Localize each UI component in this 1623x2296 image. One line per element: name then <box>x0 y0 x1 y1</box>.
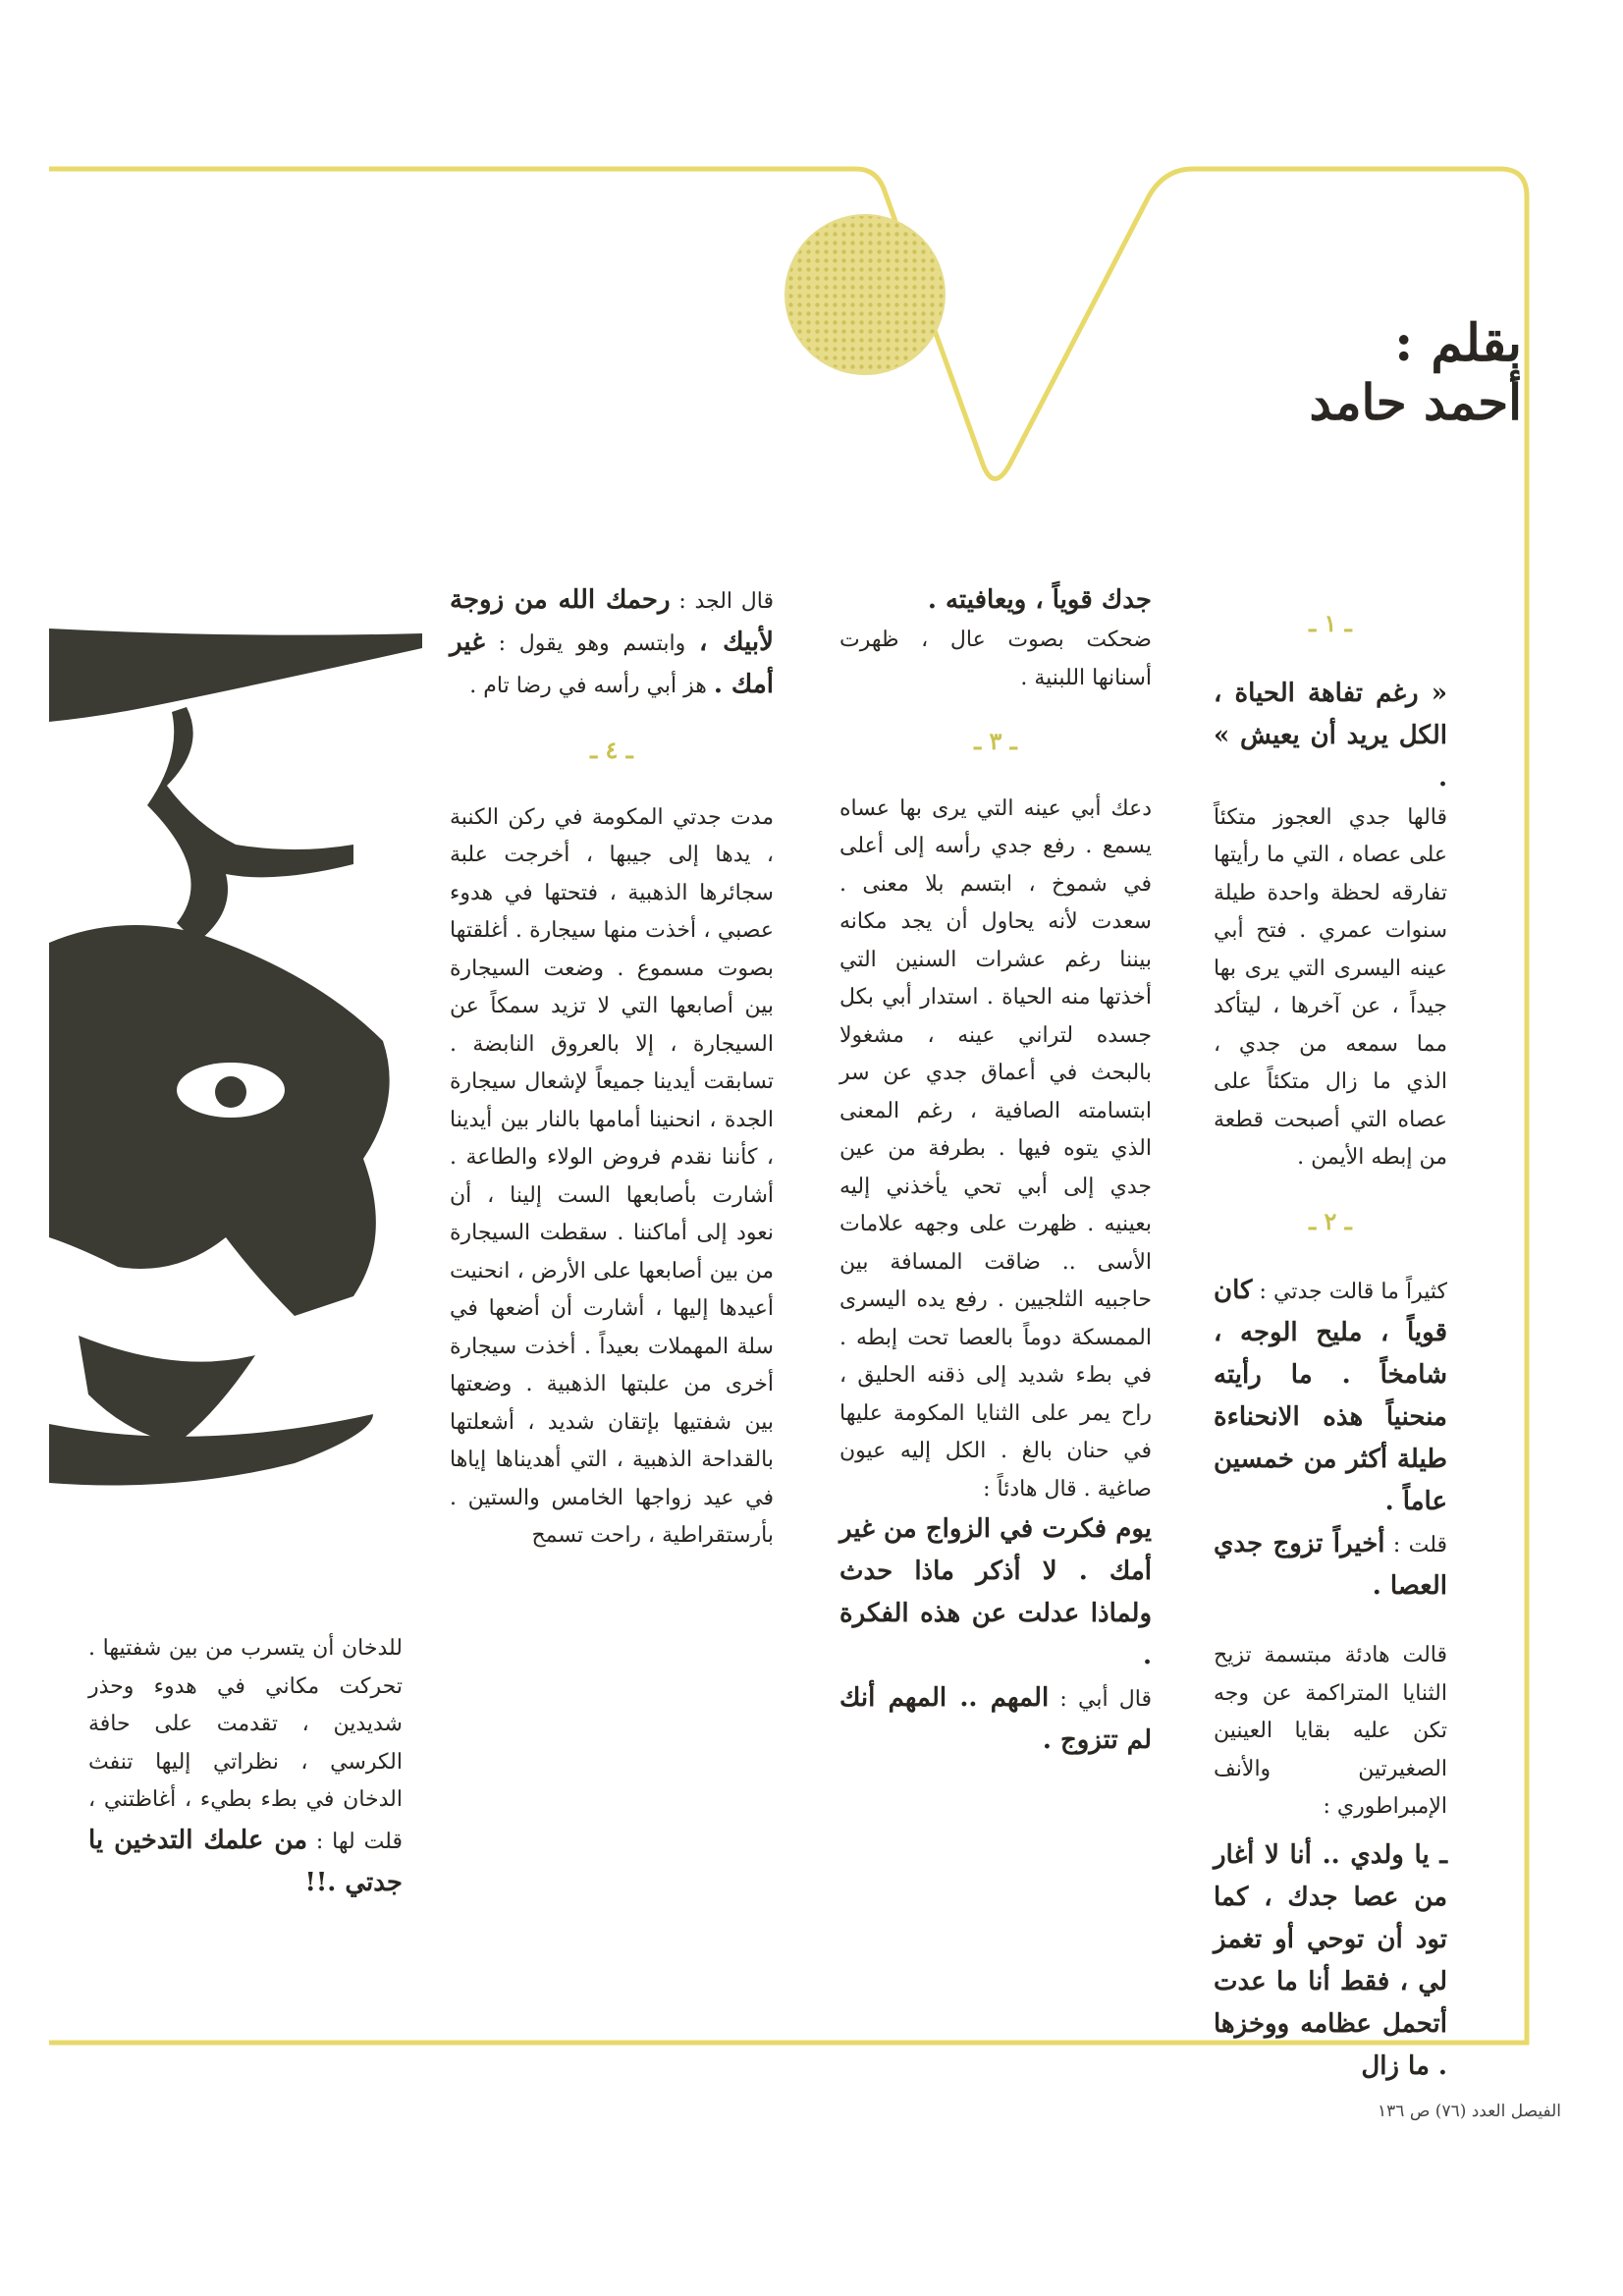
column-1 <box>1214 579 1447 2088</box>
quote: المهم .. المهم أنك لم تتزوج . <box>839 1683 1152 1755</box>
paragraph: قالها جدي العجوز متكئاً على عصاه ، التي ما رأيتها تفارقه لحظة واحدة طيلة سنوات عمري . فتح أبي عينه اليسرى التي يرى بها جيداً ، عن آخرها ، ليتأكد مما سمعه من جدي ، الذي ما زال متكئاً على عصاه التي أصبحت قطعة من إبطه الأيمن . <box>1214 804 1447 1170</box>
closing-quote: من علمك التدخين يا جدتي .!! <box>88 1825 403 1897</box>
paragraph: وابتسم وهو يقول : <box>498 631 686 656</box>
paragraph: قال الجد : <box>678 589 775 614</box>
section-number: ـ ٢ ـ <box>1309 1206 1352 1235</box>
byline-author: أحمد حامد <box>1309 373 1522 431</box>
column-3 <box>450 579 774 1556</box>
page-footer: الفيصل العدد (٧٦) ص ١٣٦ <box>1378 2102 1561 2121</box>
byline-label: بقلم : <box>1394 313 1522 373</box>
paragraph: قلت : <box>1392 1533 1447 1558</box>
byline <box>1208 314 1522 432</box>
paragraph: قال أبي : <box>1059 1687 1152 1712</box>
section-number: ـ ٤ ـ <box>590 736 633 764</box>
grandfather-sketch <box>49 629 422 1486</box>
paragraph: ضحكت بصوت عال ، ظهرت أسنانها اللبنية . <box>839 628 1152 690</box>
column-2 <box>839 579 1152 1762</box>
quote: جدك قوياً ، ويعافيته . <box>927 585 1152 615</box>
paragraph: هز أبي رأسه في رضا تام . <box>469 674 707 698</box>
quote: غير أمك . <box>450 628 774 699</box>
quote: كان قوياً ، مليح الوجه ، شامخاً . ما رأيته منحنياً هذه الانحناءة طيلة أكثر من خمسين عاماً . <box>1214 1276 1447 1516</box>
paragraph: مدت جدتي المكومة في ركن الكنبة ، يدها إلى جيبها ، أخرجت علبة سجائرها الذهبية ، فتحتها في هدوء عصبي ، أخذت منها سيجارة . أغلقتها بصوت مسموع . وضعت السيجارة بين أصابعها التي لا تزيد سمكاً عن السيجارة ، إلا بالعروق النابضة . تسابقت أيدينا جميعاً لإشعال سيجارة الجدة ، انحنينا أمامها بالنار بين أيدينا ، كأننا نقدم فروض الولاء والطاعة . أشارت بأصابعها الست إلينا ، أن نعود إلى أماكننا . سقطت السيجارة من بين أصابعها على الأرض ، انحنيت أعيدها إليها ، أشارت أن أضعها في سلة المهملات بعيداً . أخذت سيجارة أخرى من علبتها الذهبية . وضعتها بين شفتيها بإتقان شديد ، أشعلتها بالقداحة الذهبية ، التي أهديناها إياها في عيد زواجها الخامس والستين . بأرستقراطية ، راحت تسمح <box>450 804 774 1548</box>
quote: أخيراً تزوج جدي العصا . <box>1214 1529 1447 1601</box>
paragraph: كثيراً ما قالت جدتي : <box>1259 1280 1447 1304</box>
quote: ـ يا ولدي .. أنا لا أغار من عصا جدك ، كما تود أن توحي أو تغمز لي ، فقط أنا ما عدت أتحمل عظامه ووخزها . ما زال <box>1214 1839 1447 2081</box>
paragraph: للدخان أن يتسرب من بين شفتيها . تحركت مكاني في هدوء وحذر شديدين ، تقدمت على حافة الكرسي ، نظراتي إليها تنفث الدخان في بطء بطيء ، أغاظتني ، قلت لها : <box>88 1636 403 1854</box>
quote: رحمك الله من زوجة لأبيك ، <box>450 585 774 657</box>
paragraph: دعك أبي عينه التي يرى بها عساه يسمع . رفع جدي رأسه إلى أعلى في شموخ ، ابتسم بلا معنى . سعدت لأنه يحاول أن يجد مكانه بيننا رغم عشرات السنين التي أخذتها منه الحياة . استدار أبي بكل جسده لتراني عينه ، مشغولا بالبحث في أعماق جدي عن سر ابتسامته الصافية ، رغم المعنى الذي يتوه فيها . بطرفة من عين جدي إلى أبي تحي يأخذني إليه بعينيه . ظهرت على وجهه علامات الأسى .. ضاقت المسافة بين حاجبيه الثلجيين . رفع يده اليسرى الممسكة دوماً بالعصا تحت إبطه . في بطء شديد إلى ذقنه الحليق ، راح يمر على الثنايا المكومة عليها في حنان بالغ . الكل إليه عيون صاغية . قال هادئاً : <box>839 795 1152 1502</box>
section-number: ـ ١ ـ <box>1309 609 1352 637</box>
column-4 <box>88 1630 403 1904</box>
paragraph: قالت هادئة مبتسمة تزيح الثنايا المتراكمة عن وجه تكن عليه بقايا العينين الصغيرتين والأنف الإمبراطوري : <box>1214 1643 1447 1819</box>
section-number: ـ ٣ ـ <box>974 727 1017 755</box>
opening-quote: « رغم تفاهة الحياة ، الكل يريد أن يعيش » . <box>1214 678 1447 793</box>
quote: يوم فكرت في الزواج من غير أمك . لا أذكر ماذا حدث ولماذا عدلت عن هذه الفكرة . <box>839 1514 1152 1670</box>
